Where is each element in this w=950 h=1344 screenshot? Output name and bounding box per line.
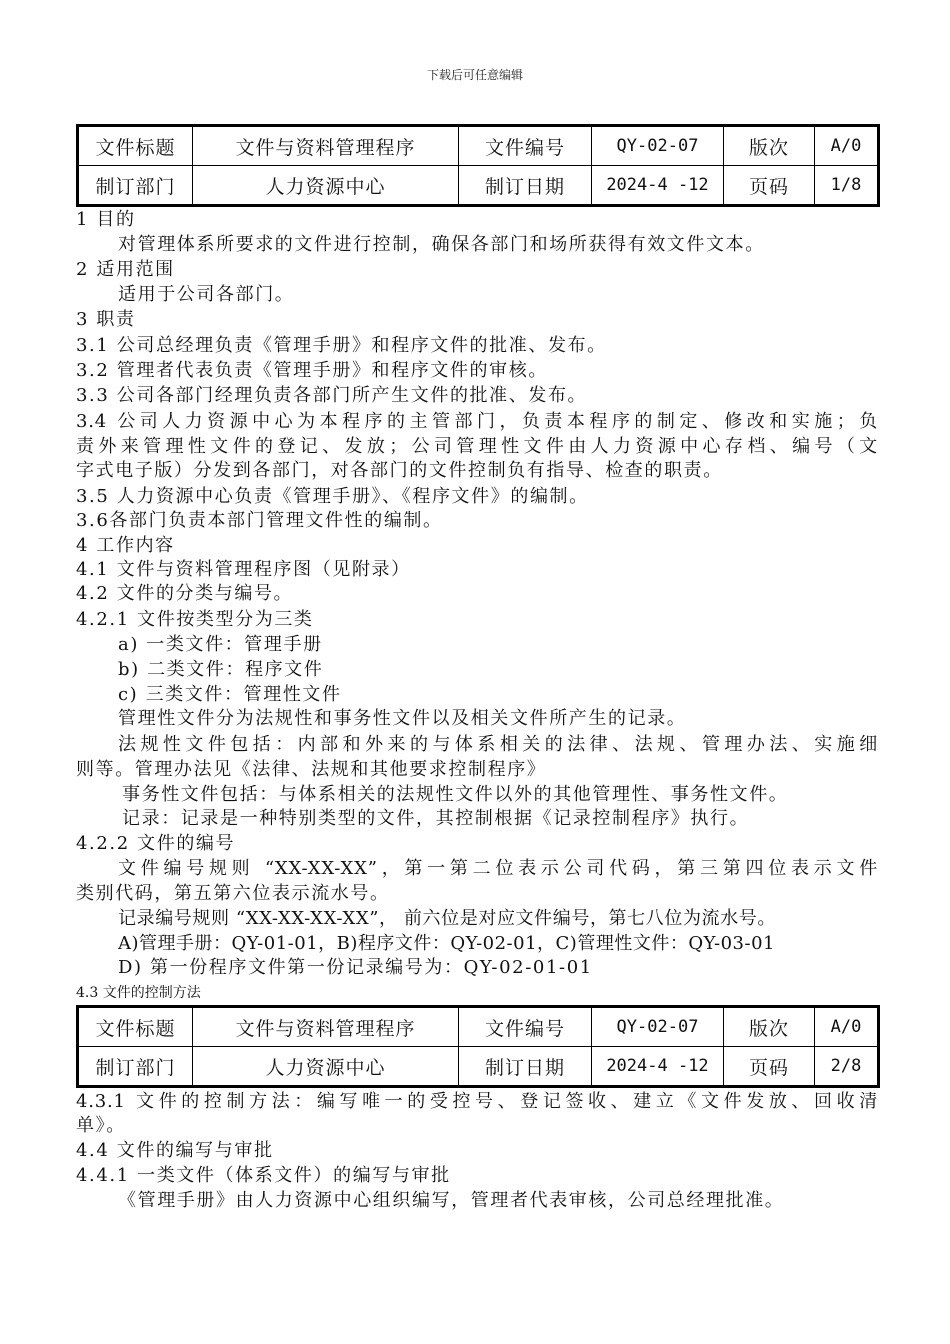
paragraph: 4.4.1 一类文件（体系文件）的编写与审批 bbox=[76, 1165, 451, 1186]
list-item: a) 一类文件：管理手册 bbox=[118, 634, 323, 655]
list-item: b) 二类文件：程序文件 bbox=[118, 659, 324, 680]
paragraph: 4.2.2 文件的编号 bbox=[76, 833, 236, 854]
version-value: A/0 bbox=[815, 1007, 879, 1047]
paragraph: 4.2.1 文件按类型分为三类 bbox=[76, 609, 314, 630]
paragraph: 责外来管理性文件的登记、发放；公司管理性文件由人力资源中心存档、编号（文 bbox=[76, 436, 878, 457]
dept-value: 人力资源中心 bbox=[193, 1047, 459, 1087]
paragraph: D) 第一份程序文件第一份记录编号为：QY-02-01-01 bbox=[118, 957, 593, 978]
paragraph: 3.3 公司各部门经理负责各部门所产生文件的批准、发布。 bbox=[76, 385, 588, 406]
title-label: 文件标题 bbox=[78, 1007, 193, 1047]
section-heading: 1 目的 bbox=[76, 209, 136, 230]
paragraph: 记录：记录是一种特别类型的文件，其控制根据《记录控制程序》执行。 bbox=[122, 808, 750, 829]
docno-label: 文件编号 bbox=[459, 1007, 592, 1047]
title-label: 文件标题 bbox=[78, 126, 193, 166]
paragraph: 法规性文件包括：内部和外来的与体系相关的法律、法规、管理办法、实施细 bbox=[118, 734, 878, 755]
paragraph: 适用于公司各部门。 bbox=[118, 284, 295, 305]
download-note: 下载后可任意编辑 bbox=[426, 68, 523, 82]
paragraph: 3.6各部门负责本部门管理文件性的编制。 bbox=[76, 510, 443, 531]
paragraph: 事务性文件包括：与体系相关的法规性文件以外的其他管理性、事务性文件。 bbox=[122, 784, 789, 805]
section-heading: 4.4 文件的编写与审批 bbox=[76, 1140, 274, 1161]
paragraph: 类别代码，第五第六位表示流水号。 bbox=[76, 883, 390, 904]
section-heading: 2 适用范围 bbox=[76, 259, 175, 280]
paragraph: 文件编号规则 “XX-XX-XX”，第一第二位表示公司代码，第三第四位表示文件 bbox=[118, 858, 878, 879]
docno-value: QY-02-07 bbox=[592, 1007, 724, 1047]
list-item: c) 三类文件：管理性文件 bbox=[118, 684, 342, 705]
paragraph: 则等。管理办法见《法律、法规和其他要求控制程序》 bbox=[76, 759, 547, 780]
paragraph: 字式电子版）分发到各部门，对各部门的文件控制负有指导、检查的职责。 bbox=[76, 460, 723, 481]
version-label: 版次 bbox=[724, 126, 815, 166]
page-number: 1/8 bbox=[815, 166, 879, 206]
paragraph: 4.3.1 文件的控制方法：编写唯一的受控号、登记签收、建立《文件发放、回收清 bbox=[76, 1091, 878, 1112]
paragraph: 3.1 公司总经理负责《管理手册》和程序文件的批准、发布。 bbox=[76, 335, 607, 356]
version-value: A/0 bbox=[815, 126, 879, 166]
paragraph: A)管理手册：QY-01-01，B)程序文件：QY-02-01，C)管理性文件：QY-03-01 bbox=[118, 933, 775, 954]
docno-label: 文件编号 bbox=[459, 126, 592, 166]
paragraph: 4.1 文件与资料管理程序图（见附录） bbox=[76, 559, 411, 580]
docno-value: QY-02-07 bbox=[592, 126, 724, 166]
version-label: 版次 bbox=[724, 1007, 815, 1047]
date-value: 2024-4 -12 bbox=[592, 166, 724, 206]
title-value: 文件与资料管理程序 bbox=[193, 1007, 459, 1047]
section-heading: 4 工作内容 bbox=[76, 535, 175, 556]
paragraph: 单》。 bbox=[76, 1115, 126, 1136]
paragraph: 对管理体系所要求的文件进行控制，确保各部门和场所获得有效文件文本。 bbox=[118, 234, 765, 255]
dept-label: 制订部门 bbox=[78, 1047, 193, 1087]
date-label: 制订日期 bbox=[459, 1047, 592, 1087]
paragraph: 3.2 管理者代表负责《管理手册》和程序文件的审核。 bbox=[76, 360, 548, 381]
dept-label: 制订部门 bbox=[78, 166, 193, 206]
section-heading: 3 职责 bbox=[76, 309, 136, 330]
page-label: 页码 bbox=[724, 166, 815, 206]
dept-value: 人力资源中心 bbox=[193, 166, 459, 206]
date-label: 制订日期 bbox=[459, 166, 592, 206]
paragraph: 管理性文件分为法规性和事务性文件以及相关文件所产生的记录。 bbox=[118, 708, 687, 729]
paragraph: 4.2 文件的分类与编号。 bbox=[76, 583, 294, 604]
title-value: 文件与资料管理程序 bbox=[193, 126, 459, 166]
document-header-table-page-1 bbox=[76, 124, 880, 207]
page-label: 页码 bbox=[724, 1047, 815, 1087]
document-header-table-page-2 bbox=[76, 1005, 880, 1088]
date-value: 2024-4 -12 bbox=[592, 1047, 724, 1087]
paragraph: 3.4 公司人力资源中心为本程序的主管部门，负责本程序的制定、修改和实施；负 bbox=[76, 411, 878, 432]
paragraph: 3.5 人力资源中心负责《管理手册》、《程序文件》的编制。 bbox=[76, 486, 589, 507]
page-number: 2/8 bbox=[815, 1047, 879, 1087]
section-heading: 4.3 文件的控制方法 bbox=[76, 985, 201, 1001]
paragraph: 《管理手册》由人力资源中心组织编写，管理者代表审核，公司总经理批准。 bbox=[118, 1190, 785, 1211]
paragraph: 记录编号规则 “XX-XX-XX-XX”， 前六位是对应文件编号，第七八位为流水号。 bbox=[118, 908, 776, 929]
